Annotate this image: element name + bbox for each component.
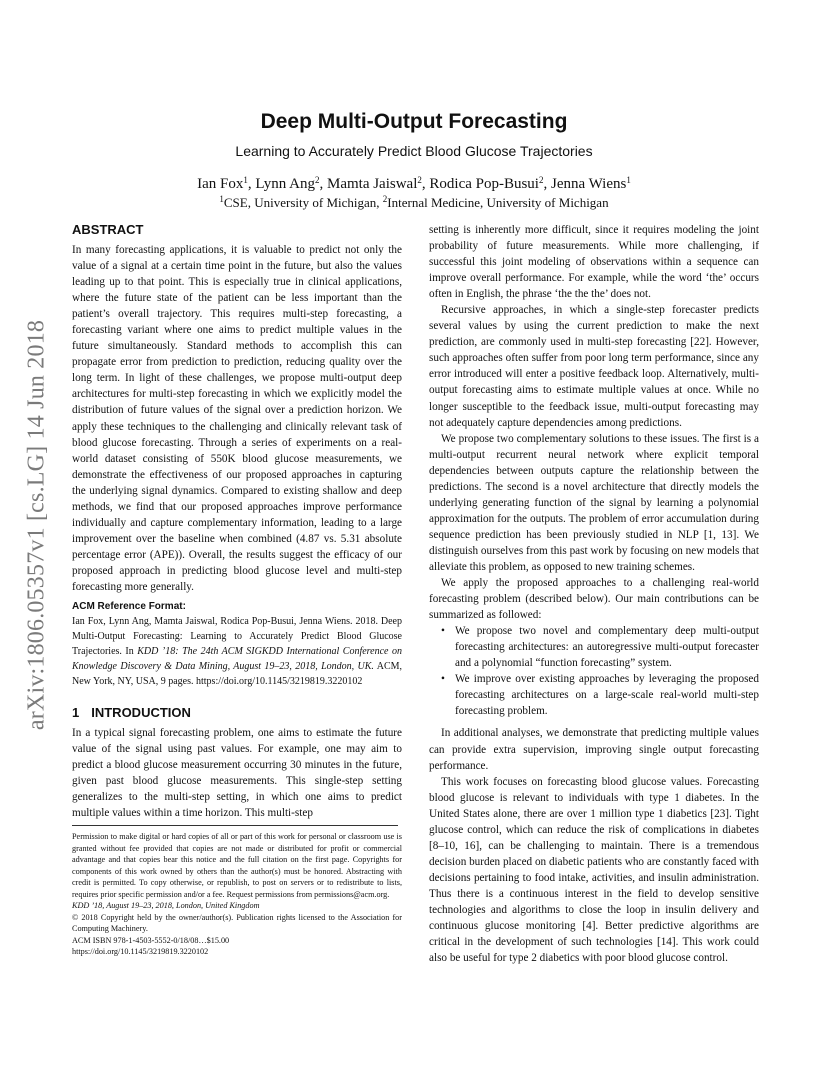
affiliation-mark: 1 — [219, 194, 224, 204]
affiliation-mark: 2 — [382, 194, 388, 204]
acm-reference-text: Ian Fox, Lynn Ang, Mamta Jaiswal, Rodica Pop-Busui, Jenna Wiens. 2018. Deep Multi-Output Forecasting: Learning to Accurately Predict Blood Glucose Trajectories. In KDD ’18: The 24th ACM SIGKDD International Conference on Knowledge Discovery & Data Mining, August 19–23, 2018, London, UK. ACM, New York, NY, USA, 9 pages. https://doi.org/10.1145/3219819.3220102 — [72, 616, 403, 688]
author: Mamta Jaiswal$^2$ — [326, 175, 422, 192]
introduction-paragraph: We apply the proposed approaches to a challenging real-world forecasting problem (described below). Our main contributions can be summarized as followed: — [429, 577, 759, 622]
doi-line: https://doi.org/10.1145/3219819.3220102 — [72, 947, 209, 956]
author-list: Ian Fox$^1$, Lynn Ang$^2$, Mamta Jaiswal$^2$, Rodica Pop-Busui$^2$, Jenna Wiens$^1$ — [197, 175, 631, 192]
conference-line: KDD ’18, August 19–23, 2018, London, United Kingdom — [72, 901, 260, 910]
introduction-paragraph: In a typical signal forecasting problem, one aims to estimate the future value of the signal using past values. For example, one may aim to predict a blood glucose measurement occurring 30 minutes in the future, given past blood glucose measurements. This single-step setting generalizes to the multi-step setting, in which one aims to predict multiple values within a time horizon. This multi-step — [72, 727, 402, 820]
introduction-heading: 1 INTRODUCTION — [72, 705, 191, 721]
bullet-icon: • — [441, 625, 445, 638]
author: Rodica Pop-Busui$^2$ — [429, 175, 544, 192]
introduction-paragraph: This work focuses on forecasting blood glucose values. Forecasting blood glucose is relevant to individuals with type 1 diabetes. In the United States alone, there are over 1 million type 1 diabetics [23]. Tight glucose control, which can reduce the risk of complications in diabetes [8–10, 16], can be challenging to maintain. There is a tremendous decision burden placed on diabetic patients who are constantly faced with decisions pertaining to food intake, activities, and insulin administration. Thus there is a continuous interest in the field to develop sensitive technologies and algorithms to close the loop in insulin delivery and continuous glucose monitoring [4]. Better predictive algorithms are critical in the development of such technologies [14]. This work could also be useful for type 2 diabetics with poor blood glucose control. — [429, 775, 759, 965]
contributions-list — [429, 623, 759, 719]
right-column — [429, 222, 759, 966]
footnote-divider — [72, 825, 398, 826]
left-column — [72, 222, 402, 821]
affiliation: Internal Medicine, University of Michigan — [387, 195, 609, 210]
introduction-paragraph: Recursive approaches, in which a single-step forecaster predicts several values by using the current prediction to make the next prediction, are commonly used in multi-step forecasting [22]. However, such approaches often suffer from poor long term performance, since any error introduced will enter a positive feedback loop. Alternatively, multi-output forecasting aims to estimate multiple values at once. While no longer susceptible to the feedback issue, multi-output forecasting may not adequately capture dependencies among predictions. — [429, 304, 759, 429]
author: Ian Fox$^1$ — [197, 175, 248, 192]
abstract-text: In many forecasting applications, it is valuable to predict not only the value of a signal at a certain time point in the future, but also the values leading up to that point. This is especially true in clinical applications, where the future state of the patient can be less important than the patient’s overall trajectory. This requires multi-step forecasting, a forecasting variant where one aims to predict multiple values in the future simultaneously. Standard methods to accomplish this can propagate error from prediction to prediction, reducing quality over the long term. In light of these challenges, we propose multi-output deep architectures for multi-step forecasting in which we explicitly model the distribution of future values of the signal over a prediction horizon. We apply these techniques to the challenging and clinically relevant task of blood glucose forecasting. Through a series of experiments on a real-world dataset consisting of 550K blood glucose measurements, we demonstrate the effectiveness of our proposed approaches in capturing the underlying signal dynamics. Compared to existing shallow and deep methods, we find that our proposed approaches improve performance individually and capture complementary information, leading to a large improvement over the baseline when combined (4.87 vs. 5.31 absolute percentage error (APE)). Overall, the results suggest the efficacy of our proposed approach in predicting blood glucose level and multi-step forecasting more generally. — [72, 244, 402, 593]
list-item: • We propose two novel and complementary deep multi-output forecasting architectures: an autoregressive multi-output forecaster and a polynomial “function forecasting” system. — [441, 625, 759, 670]
paper-subtitle: Learning to Accurately Predict Blood Glucose Trajectories — [235, 143, 593, 159]
author: Lynn Ang$^2$ — [255, 175, 320, 192]
acm-reference-label: ACM Reference Format: — [72, 601, 186, 613]
isbn-line: ACM ISBN 978-1-4503-5552-0/18/08…$15.00 — [72, 935, 230, 945]
author: Jenna Wiens$^1$ — [550, 175, 631, 192]
arxiv-identifier — [12, 290, 62, 760]
bullet-icon: • — [441, 673, 445, 686]
arxiv-identifier-text: arXiv:1806.05357v1 [cs.LG] 14 Jun 2018 — [23, 319, 50, 731]
permission-notice: Permission to make digital or hard copies of all or part of this work for personal or classroom use is granted without fee provided that copies are not made or distributed for profit or commercial advantage and that copies bear this notice and the full citation on the first page. Copyrights for components of this work owned by others than the author(s) must be honored. Abstracting with credit is permitted. To copy otherwise, or republish, to post on servers or to redistribute to lists, requires prior specific permission and/or a fee. Request permissions from permissions@acm.org. — [72, 832, 402, 899]
list-item: • We improve over existing approaches by leveraging the proposed forecasting architectures on a large-scale real-world multi-step forecasting problem. — [441, 673, 759, 718]
affiliations — [0, 195, 828, 211]
copyright-footnote — [72, 831, 402, 958]
introduction-paragraph: In additional analyses, we demonstrate that predicting multiple values can provide extra supervision, improving single output forecasting performance. — [429, 727, 759, 772]
introduction-paragraph: We propose two complementary solutions to these issues. The first is a multi-output recurrent neural network where explicit temporal dependencies between outputs capture the relationship between the predictions. The second is a novel architecture that directly models the underlying generating function of the signal by learning a polynomial approximation for the outputs. The problem of error accumulation during sequence prediction has been previously studied in NLP [1, 13]. We distinguish ourselves from this past work by focusing on new models that alleviate this problem, as opposed to new training schemes. — [429, 432, 759, 573]
abstract-heading: ABSTRACT — [72, 222, 144, 237]
introduction-paragraph: setting is inherently more difficult, since it requires modeling the joint probability of future measurements. While more challenging, if successful this joint modeling of observations within a sequence can improve overall performance. For example, while the word ‘the’ occurs often in English, the phrase ‘the the the’ does not. — [429, 224, 759, 301]
affiliation: CSE, University of Michigan, — [223, 195, 383, 210]
paper-title: Deep Multi-Output Forecasting — [260, 110, 568, 133]
copyright-notice: © 2018 Copyright held by the owner/author(s). Publication rights licensed to the Association for Computing Machinery. — [72, 912, 402, 933]
